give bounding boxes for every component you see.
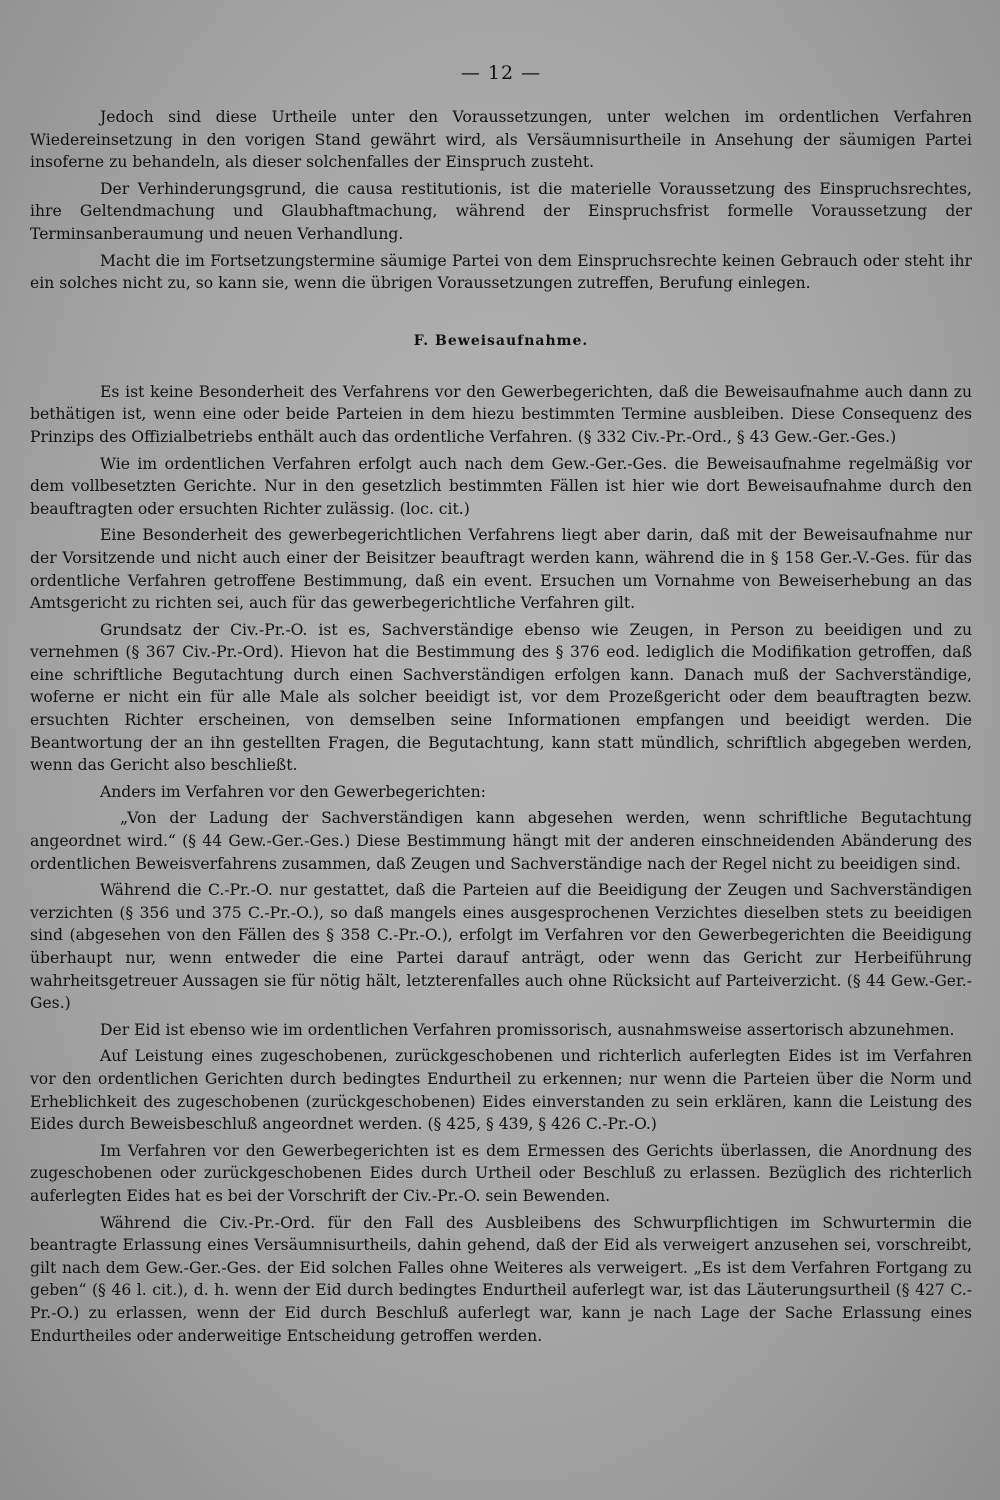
quoted-paragraph: „Von der Ladung der Sachverständigen kann abgesehen werden, wenn schriftliche Begutachtung angeordnet wird.“ (§ 44 Gew.-Ger.-Ges.) Diese Bestimmung hängt mit der anderen einschneidenden Abänderung des ordentlichen Beweisverfahrens zusammen, daß Zeugen und Sachverständige nach der Regel nicht zu beeidigen sind. <box>30 809 972 873</box>
paragraph: Eine Besonderheit des gewerbegerichtlichen Verfahrens liegt aber darin, daß mit der Beweisaufnahme nur der Vorsitzende und nicht auch einer der Beisitzer beauftragt werden kann, während die in § 158 Ger.-V.-Ges. für das ordentliche Verfahren getroffene Bestimmung, daß ein event. Ersuchen um Vornahme von Beweiserhebung an das Amtsgericht zu richten sei, auch für das gewerbegerichtliche Verfahren gilt. <box>30 526 972 613</box>
paragraph: Während die Civ.-Pr.-Ord. für den Fall des Ausbleibens des Schwurpflichtigen im Schwurtermin die beantragte Erlassung eines Versäumnisurtheils, dahin gehend, daß der Eid als verweigert anzusehen sei, vorschreibt, gilt nach dem Gew.-Ger.-Ges. der Eid solchen Falles ohne Weiteres als verweigert. „Es ist dem Verfahren Fortgang zu geben“ (§ 46 l. cit.), d. h. wenn der Eid durch bedingtes Endurtheil auferlegt war, ist das Läuterungsurtheil (§ 427 C.-Pr.-O.) zu erlassen, wenn der Eid durch Beschluß auferlegt war, kann je nach Lage der Sache Erlassung eines Endurtheiles oder anderweitige Entscheidung getroffen werden. <box>30 1213 972 1345</box>
paragraph: Jedoch sind diese Urtheile unter den Voraussetzungen, unter welchen im ordentlichen Verfahren Wiedereinsetzung in den vorigen Stand gewährt wird, als Versäumnisurtheile in Ansehung der säumigen Partei insoferne zu behandeln, als dieser solchenfalles der Einspruch zusteht. <box>30 108 972 172</box>
paragraph: Anders im Verfahren vor den Gewerbegerichten: <box>100 782 486 801</box>
paragraph: Es ist keine Besonderheit des Verfahrens vor den Gewerbegerichten, daß die Beweisaufnahme auch dann zu bethätigen ist, wenn eine oder beide Parteien in dem hiezu bestimmten Termine ausbleiben. Diese Consequenz des Prinzips des Offizialbetriebs enthält auch das ordentliche Verfahren. (§ 332 Civ.-Pr.-Ord., § 43 Gew.-Ger.-Ges.) <box>30 382 972 446</box>
paragraph: Im Verfahren vor den Gewerbegerichten ist es dem Ermessen des Gerichts überlassen, die Anordnung des zugeschobenen oder zurückgeschobenen Eides durch Urtheil oder Beschluß zu erlassen. Bezüglich des richterlich auferlegten Eides hat es bei der Vorschrift der Civ.-Pr.-O. sein Bewenden. <box>30 1141 972 1205</box>
page-number: — 12 — <box>460 62 542 84</box>
paragraph: Der Verhinderungsgrund, die causa restitutionis, ist die materielle Voraussetzung des Einspruchsrechtes, ihre Geltendmachung und Glaubhaftmachung, während der Einspruchsfrist formelle Voraussetzung der Terminsanberaumung und neuen Verhandlung. <box>30 179 972 243</box>
paragraph: Während die C.-Pr.-O. nur gestattet, daß die Parteien auf die Beeidigung der Zeugen und Sachverständigen verzichten (§ 356 und 375 C.-Pr.-O.), so daß mangels eines ausgesprochenen Verzichtes dieselben stets zu beeidigen sind (abgesehen von den Fällen des § 358 C.-Pr.-O.), erfolgt im Verfahren vor den Gewerbegerichten die Beeidigung überhaupt nur, wenn entweder die eine Partei darauf anträgt, oder wenn das Gericht zur Herbeiführung wahrheitsgetreuer Aussagen sie für nötig hält, letzterenfalles auch ohne Rücksicht auf Parteiverzicht. (§ 44 Gew.-Ger.-Ges.) <box>30 881 972 1013</box>
paragraph: Macht die im Fortsetzungstermine säumige Partei von dem Einspruchsrechte keinen Gebrauch oder steht ihr ein solches nicht zu, so kann sie, wenn die übrigen Voraussetzungen zutreffen, Berufung einlegen. <box>30 251 972 293</box>
paragraph: Grundsatz der Civ.-Pr.-O. ist es, Sachverständige ebenso wie Zeugen, in Person zu beeidigen und zu vernehmen (§ 367 Civ.-Pr.-Ord). Hievon hat die Bestimmung des § 376 eod. lediglich die Modifikation getroffen, daß eine schriftliche Begutachtung durch einen Sachverständigen erfolgen kann. Danach muß der Sachverständige, woferne er nicht ein für alle Male als solcher beeidigt ist, vor dem Prozeßgericht oder dem beauftragten bezw. ersuchten Richter erscheinen, von demselben seine Informationen empfangen und beeidigt werden. Die Beantwortung der an ihn gestellten Fragen, die Begutachtung, kann statt mündlich, schriftlich abgegeben werden, wenn das Gericht also beschließt. <box>30 620 972 775</box>
paragraph: Der Eid ist ebenso wie im ordentlichen Verfahren promissorisch, ausnahmsweise assertorisch abzunehmen. <box>100 1020 955 1039</box>
paragraph: Wie im ordentlichen Verfahren erfolgt auch nach dem Gew.-Ger.-Ges. die Beweisaufnahme regelmäßig vor dem vollbesetzten Gerichte. Nur in den gesetzlich bestimmten Fällen ist hier wie dort Beweisaufnahme durch den beauftragten oder ersuchten Richter zulässig. (loc. cit.) <box>30 454 972 518</box>
section-heading: F. Beweisaufnahme. <box>413 332 589 349</box>
paragraph: Auf Leistung eines zugeschobenen, zurückgeschobenen und richterlich auferlegten Eides ist im Verfahren vor den ordentlichen Gerichten durch bedingtes Endurtheil zu erkennen; nur wenn die Parteien über die Norm und Erheblichkeit des zugeschobenen (zurückgeschobenen) Eides einverstanden zu sein erklären, kann die Leistung des Eides durch Beweisbeschluß angeordnet werden. (§ 425, § 439, § 426 C.-Pr.-O.) <box>30 1047 972 1134</box>
